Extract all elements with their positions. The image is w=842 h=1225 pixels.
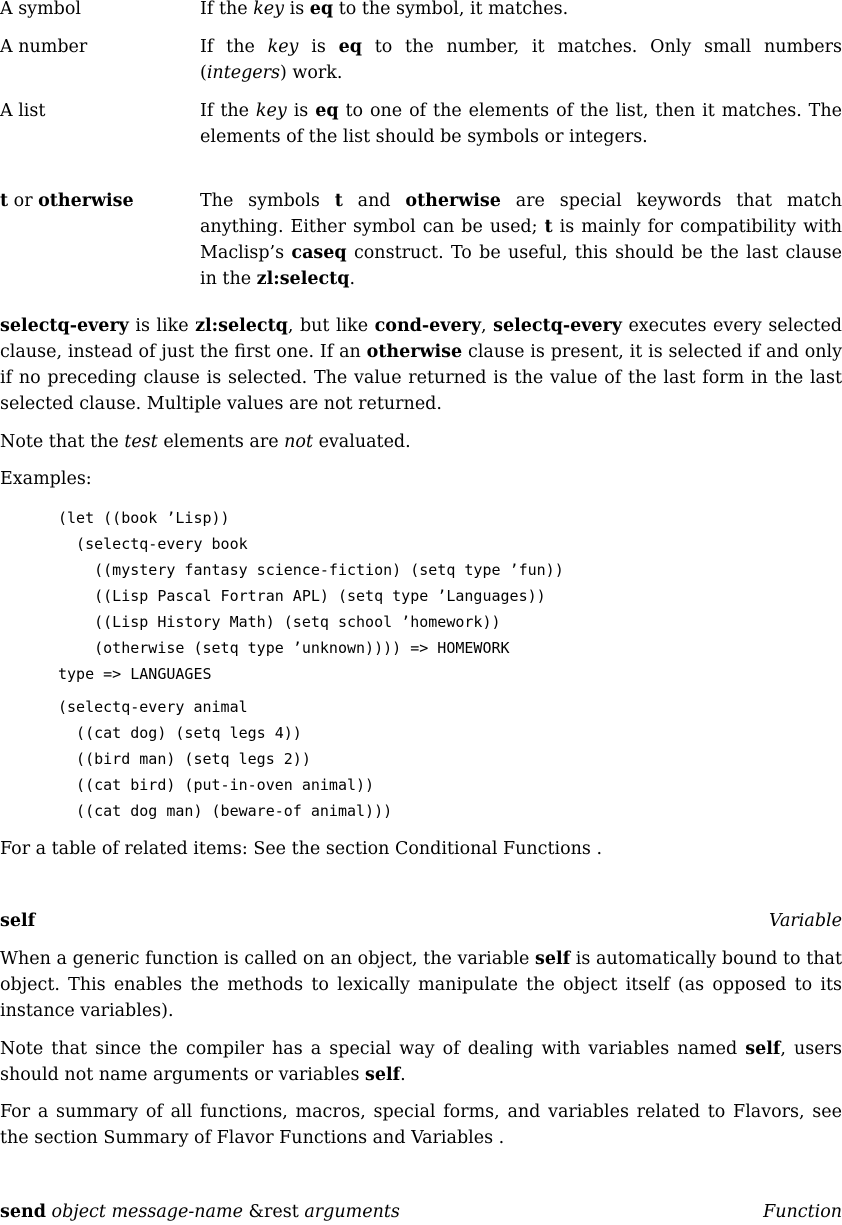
entry-kind: Variable [768,911,842,931]
code-example-animal: (selectq-every animal ((cat dog) (setq legs 4)) ((bird man) (setq legs 2)) ((cat bird) (put-in-oven animal)) ((cat dog man) (beware-of animal))) [58,698,393,820]
definition-term-number: A number [0,37,88,57]
self-description: When a generic function is called on an object, the variable self is automatically bound to that object. This enables the methods to lexically manipulate the object itself (as opposed to its instance variables). [0,949,842,1021]
entry-name: self [0,911,36,931]
self-entry-heading [0,908,842,934]
definition-desc-number: If the key is eq to the number, it matches. Only small numbers (integers) work. [200,37,842,83]
selectq-every-description: selectq-every is like zl:selectq, but like cond-every, selectq-every executes every selected clause, instead of just the first one. If an otherwise clause is present, it is selected if and only if no preceding clause is selected. The value returned is the value of the last form in the last selected clause. Multiple values are not returned. [0,316,842,414]
test-not-evaluated-note: Note that the test elements are not evaluated. [0,432,411,452]
entry-kind: Function [763,1202,842,1222]
definition-term-symbol: A symbol [0,0,81,19]
send-entry-heading [0,1199,842,1225]
definition-desc-symbol: If the key is eq to the symbol, it matches. [200,0,569,19]
self-compiler-note: Note that since the compiler has a special way of dealing with variables named self, users should not name arguments or variables self. [0,1039,842,1085]
examples-label: Examples: [0,469,92,489]
definition-desc-otherwise: The symbols t and otherwise are special keywords that match anything. Either symbol can be used; t is mainly for compatibility with Maclisp’s caseq construct. To be useful, this should be the last clause in the zl:selectq. [200,191,842,289]
related-items-link: For a table of related items: See the section Conditional Functions . [0,839,603,859]
definition-term-list: A list [0,101,46,121]
definition-term-otherwise: t or otherwise [0,191,134,211]
definition-desc-list: If the key is eq to one of the elements of the list, then it matches. The elements of the list should be symbols or integers. [200,101,842,147]
entry-name: send object message-name &rest arguments [0,1202,400,1222]
code-example-book: (let ((book ’Lisp)) (selectq-every book ((mystery fantasy science-fiction) (setq type ’fun)) ((Lisp Pascal Fortran APL) (setq type ’Languages)) ((Lisp History Math) (setq school ’homework)) (otherwise (setq type ’unknown)))) => HOMEWORK type => LANGUAGES [58,509,564,683]
flavors-summary-link: For a summary of all functions, macros, special forms, and variables related to Flavors, see the section Summary of Flavor Functions and Variables . [0,1102,842,1148]
